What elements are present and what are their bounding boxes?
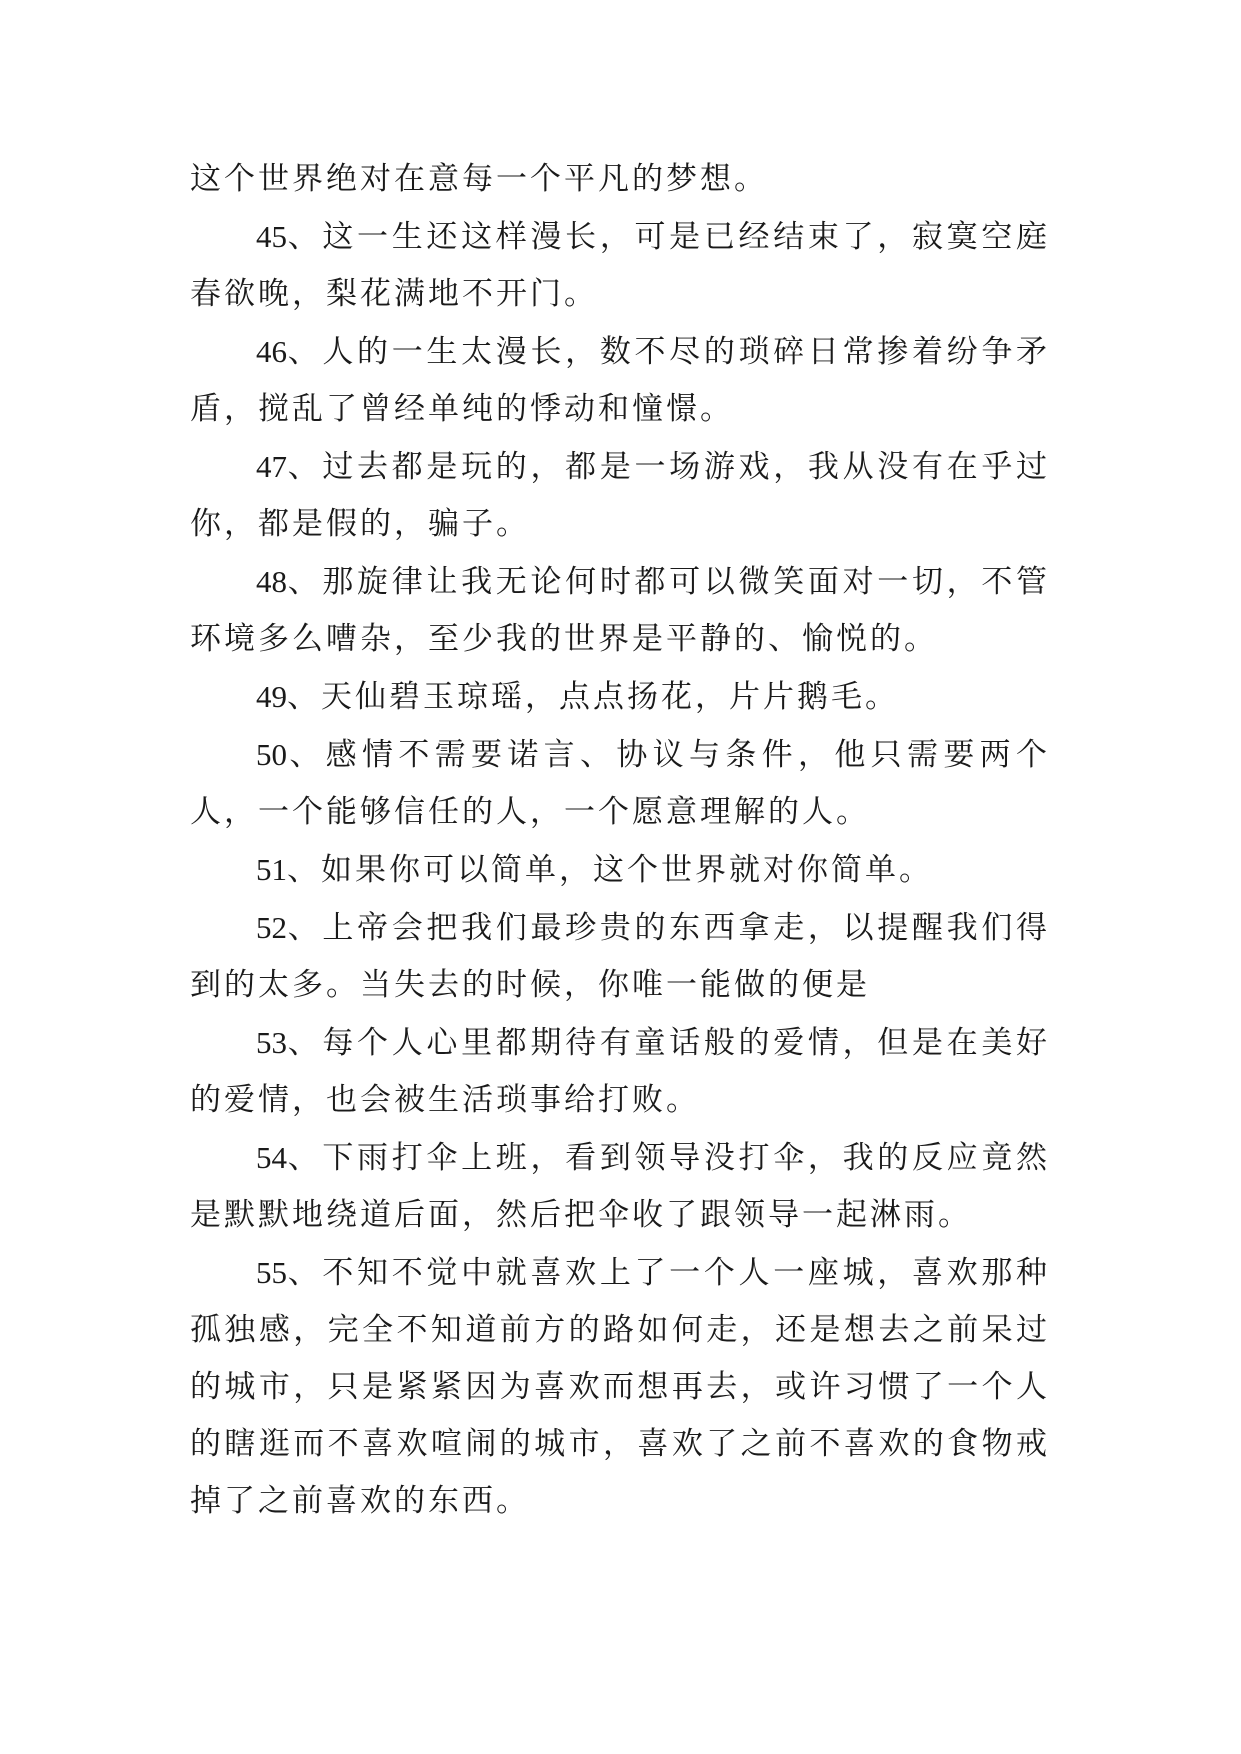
paragraph-text: 这个世界绝对在意每一个平凡的梦想。 — [190, 161, 768, 197]
paragraph-number: 55 — [256, 1255, 287, 1290]
paragraph-number: 47 — [256, 449, 287, 484]
paragraph-50 — [190, 726, 1050, 841]
paragraph-text: 、感情不需要诺言、协议与条件，他只需要两个人，一个能够信任的人，一个愿意理解的人。 — [190, 737, 1050, 830]
paragraph-number: 45 — [256, 219, 287, 254]
paragraph-53 — [190, 1014, 1050, 1129]
paragraph-46 — [190, 323, 1050, 438]
paragraph-text: 、如果你可以简单，这个世界就对你简单。 — [287, 852, 933, 888]
paragraph-text: 、这一生还这样漫长，可是已经结束了，寂寞空庭春欲晚，梨花满地不开门。 — [190, 219, 1050, 312]
paragraph-text: 、不知不觉中就喜欢上了一个人一座城，喜欢那种孤独感，完全不知道前方的路如何走，还是想去之前呆过的城市，只是紧紧因为喜欢而想再去，或许习惯了一个人的瞎逛而不喜欢喧闹的城市，喜欢了之前不喜欢的食物戒掉了之前喜欢的东西。 — [190, 1255, 1050, 1519]
paragraph-number: 53 — [256, 1025, 287, 1060]
paragraph-text: 、那旋律让我无论何时都可以微笑面对一切，不管环境多么嘈杂，至少我的世界是平静的、愉悦的。 — [190, 564, 1050, 657]
paragraph-45 — [190, 208, 1050, 323]
paragraph-text: 、过去都是玩的，都是一场游戏，我从没有在乎过你，都是假的，骗子。 — [190, 449, 1050, 542]
paragraph-52 — [190, 899, 1050, 1014]
paragraph-text: 、每个人心里都期待有童话般的爱情，但是在美好的爱情，也会被生活琐事给打败。 — [190, 1025, 1050, 1118]
paragraph-number: 46 — [256, 334, 287, 369]
paragraph-number: 52 — [256, 910, 287, 945]
paragraph-number: 51 — [256, 852, 287, 887]
paragraph-55 — [190, 1244, 1050, 1530]
paragraph-47 — [190, 438, 1050, 553]
document-body — [190, 150, 1050, 1530]
paragraph-48 — [190, 553, 1050, 668]
paragraph-49 — [190, 668, 1050, 726]
paragraph-number: 50 — [256, 737, 287, 772]
paragraph-text: 、下雨打伞上班，看到领导没打伞，我的反应竟然是默默地绕道后面，然后把伞收了跟领导一起淋雨。 — [190, 1140, 1050, 1233]
paragraph-continuation — [190, 150, 1050, 208]
paragraph-text: 、天仙碧玉琼瑶，点点扬花，片片鹅毛。 — [287, 679, 899, 715]
paragraph-text: 、人的一生太漫长，数不尽的琐碎日常掺着纷争矛盾，搅乱了曾经单纯的悸动和憧憬。 — [190, 334, 1050, 427]
paragraph-text: 、上帝会把我们最珍贵的东西拿走，以提醒我们得到的太多。当失去的时候，你唯一能做的便是 — [190, 910, 1050, 1003]
paragraph-51 — [190, 841, 1050, 899]
paragraph-number: 48 — [256, 564, 287, 599]
paragraph-54 — [190, 1129, 1050, 1244]
paragraph-number: 49 — [256, 679, 287, 714]
paragraph-number: 54 — [256, 1140, 287, 1175]
